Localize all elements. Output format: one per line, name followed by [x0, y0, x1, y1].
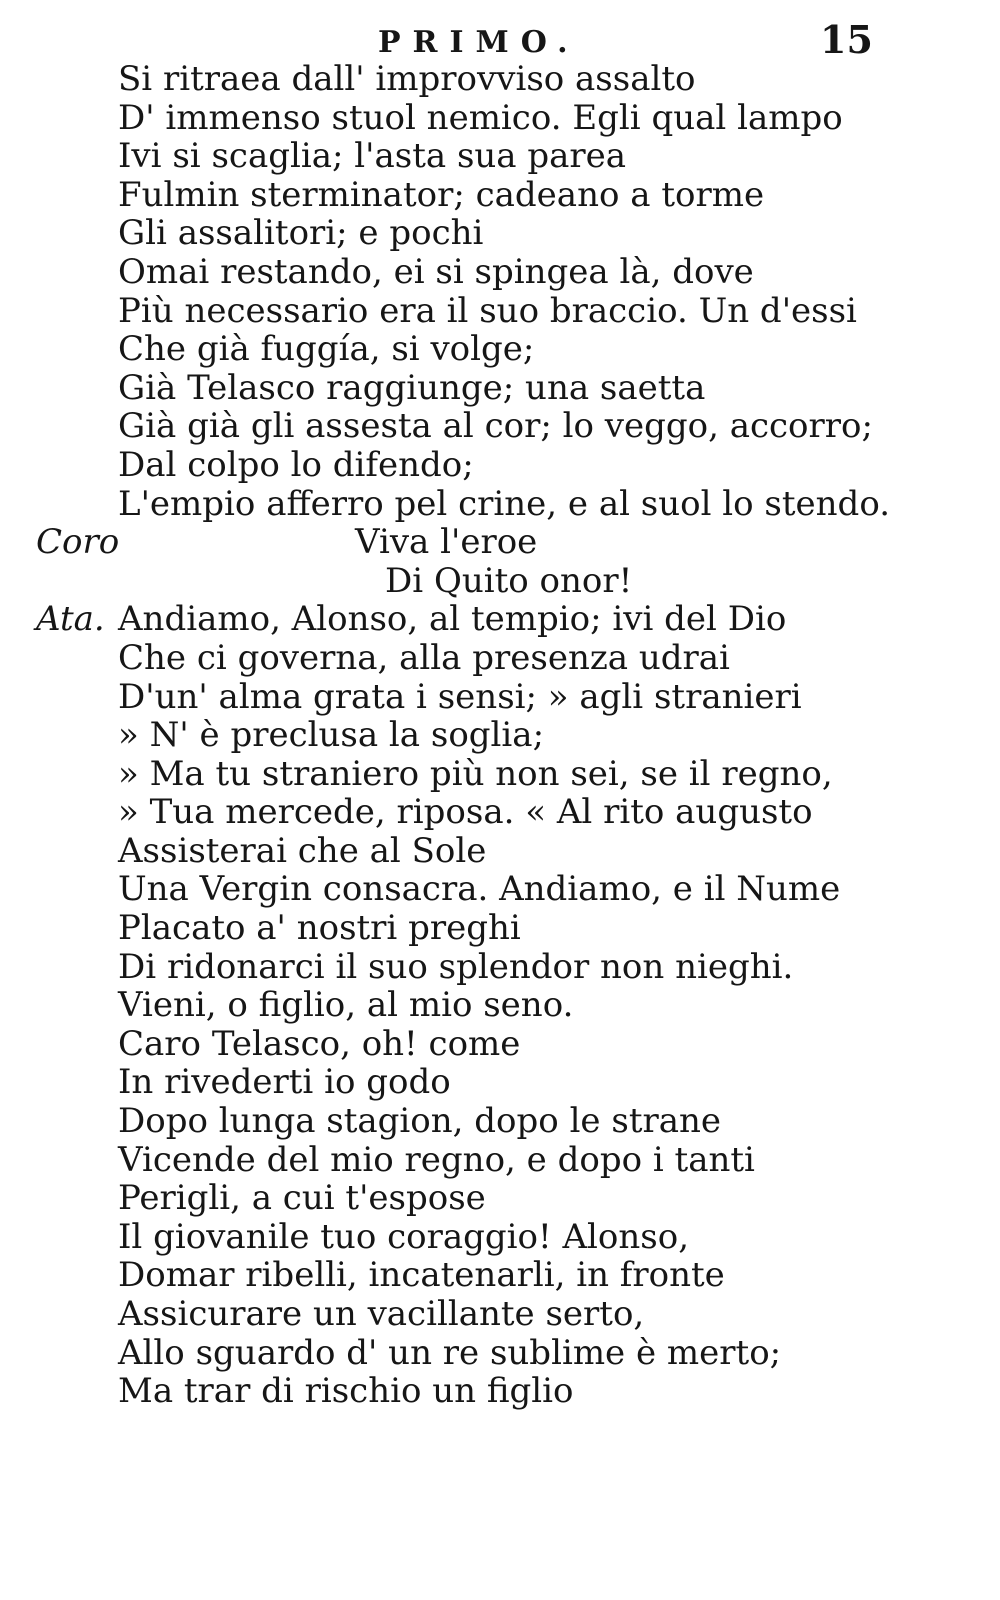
- verse-text: Una Vergin consacra. Andiamo, e il Nume: [118, 869, 841, 910]
- verse-line: [0, 1218, 1000, 1257]
- verse-text: Viva l'eroe: [355, 522, 538, 563]
- running-title: PRIMO.: [378, 25, 580, 60]
- verse-text: Dal colpo lo difendo;: [118, 444, 474, 485]
- verse-line: [0, 1025, 1000, 1064]
- verse-line: [0, 60, 1000, 99]
- verse-line: [0, 407, 1000, 446]
- verse-text: Di Quito onor!: [385, 560, 633, 601]
- verse-block: [0, 60, 1000, 1411]
- verse-line: [0, 678, 1000, 717]
- verse-line: [0, 562, 1000, 601]
- verse-line: [0, 755, 1000, 794]
- verse-line: [0, 948, 1000, 987]
- verse-text: D' immenso stuol nemico. Egli qual lampo: [118, 97, 843, 138]
- verse-line: [0, 1334, 1000, 1373]
- verse-line: [0, 870, 1000, 909]
- verse-text: Di ridonarci il suo splendor non nieghi.: [118, 946, 794, 987]
- verse-line: [0, 1295, 1000, 1334]
- verse-line: [0, 639, 1000, 678]
- verse-line: [0, 1102, 1000, 1141]
- verse-text: Gli assalitori; e pochi: [118, 213, 484, 254]
- verse-text: Più necessario era il suo braccio. Un d'essi: [118, 290, 857, 331]
- verse-line: [0, 523, 1000, 562]
- verse-line: [0, 1141, 1000, 1180]
- verse-text: » Tua mercede, riposa. « Al rito augusto: [118, 792, 813, 833]
- verse-line: [0, 253, 1000, 292]
- verse-line: [0, 369, 1000, 408]
- page-number: 15: [820, 17, 873, 62]
- verse-line: [0, 793, 1000, 832]
- verse-text: D'un' alma grata i sensi; » agli stranieri: [118, 676, 802, 717]
- verse-line: [0, 1372, 1000, 1411]
- verse-text: » N' è preclusa la soglia;: [118, 715, 545, 756]
- verse-text: Perigli, a cui t'espose: [118, 1178, 486, 1219]
- verse-text: » Ma tu straniero più non sei, se il regno,: [118, 753, 833, 794]
- verse-text: Il giovanile tuo coraggio! Alonso,: [118, 1216, 690, 1257]
- verse-text: Domar ribelli, incatenarli, in fronte: [118, 1255, 725, 1296]
- verse-text: Già già gli assesta al cor; lo veggo, accorro;: [118, 406, 873, 447]
- verse-text: Allo sguardo d' un re sublime è merto;: [118, 1332, 782, 1373]
- verse-line: [0, 330, 1000, 369]
- verse-text: Dopo lunga stagion, dopo le strane: [118, 1101, 722, 1142]
- verse-text: In rivederti io godo: [118, 1062, 451, 1103]
- verse-line: [0, 716, 1000, 755]
- verse-text: Assicurare un vacillante serto,: [118, 1294, 645, 1334]
- verse-line: [0, 214, 1000, 253]
- speaker-label: Ata.: [36, 599, 105, 640]
- verse-line: [0, 1256, 1000, 1295]
- verse-line: [0, 1179, 1000, 1218]
- verse-text: Assisterai che al Sole: [118, 830, 487, 871]
- verse-text: Già Telasco raggiunge; una saetta: [118, 367, 706, 408]
- verse-text: Vicende del mio regno, e dopo i tanti: [118, 1139, 755, 1180]
- verse-text: Vieni, o figlio, al mio seno.: [118, 985, 574, 1026]
- speaker-label: Coro: [36, 522, 120, 563]
- verse-line: [0, 832, 1000, 871]
- verse-text: L'empio afferro pel crine, e al suol lo stendo.: [118, 483, 891, 524]
- verse-text: Caro Telasco, oh! come: [118, 1023, 521, 1064]
- verse-line: [0, 600, 1000, 639]
- verse-line: [0, 485, 1000, 524]
- verse-line: [0, 1063, 1000, 1102]
- verse-text: Placato a' nostri preghi: [118, 908, 521, 949]
- verse-line: [0, 446, 1000, 485]
- verse-text: Ivi si scaglia; l'asta sua parea: [118, 136, 627, 177]
- verse-line: [0, 986, 1000, 1025]
- verse-text: Omai restando, ei si spingea là, dove: [118, 251, 754, 292]
- verse-text: Fulmin sterminator; cadeano a torme: [118, 174, 765, 215]
- verse-line: [0, 909, 1000, 948]
- verse-text: Che già fuggía, si volge;: [118, 329, 535, 370]
- verse-line: [0, 292, 1000, 331]
- verse-line: [0, 137, 1000, 176]
- verse-line: [0, 99, 1000, 138]
- verse-line: [0, 176, 1000, 215]
- verse-text: Ma trar di rischio un figlio: [118, 1371, 574, 1412]
- verse-text: Andiamo, Alonso, al tempio; ivi del Dio: [118, 599, 787, 640]
- verse-text: Si ritraea dall' improvviso assalto: [118, 59, 696, 99]
- verse-text: Che ci governa, alla presenza udrai: [118, 637, 730, 678]
